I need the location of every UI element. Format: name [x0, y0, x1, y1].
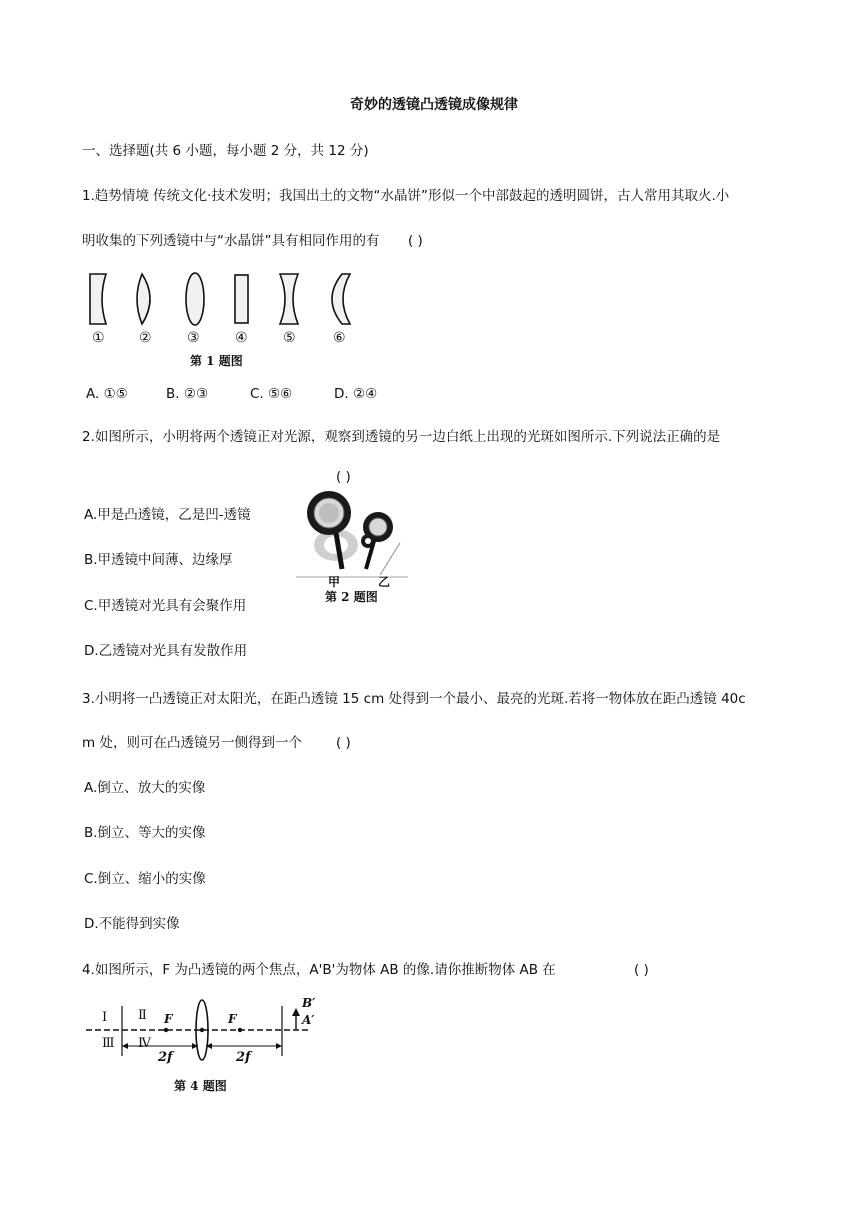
q1-answer-paren: ( )	[408, 233, 423, 249]
q2-stem-line1: 2.如图所示，小明将两个透镜正对光源，观察到透镜的另一边白纸上出现的光斑如图所示.下列说法正确的是	[82, 429, 721, 445]
image-b-label: B′	[302, 996, 316, 1010]
q2-option-b: B.甲透镜中间薄、边缘厚	[84, 552, 233, 568]
page-title: 奇妙的透镜凸透镜成像规律	[350, 97, 518, 113]
region-3-label: Ⅲ	[102, 1036, 115, 1051]
q3-stem-line2: m 处，则可在凸透镜另一侧得到一个	[82, 735, 302, 751]
q2-answer-paren: ( )	[336, 469, 351, 485]
q1-stem-line1: 1.趋势情境 传统文化·技术发明；我国出土的文物“水晶饼”形似一个中部鼓起的透明圆饼，古人常用其取火.小	[82, 188, 730, 204]
lens-label-5: ⑤	[283, 330, 296, 346]
q4-figure-caption: 第 4 题图	[174, 1079, 227, 1093]
focus-left-label: F	[164, 1012, 173, 1026]
q3-answer-paren: ( )	[336, 735, 351, 751]
q1-stem-line2: 明收集的下列透镜中与“水晶饼”具有相同作用的有	[82, 233, 380, 249]
q1-lens-figure	[80, 270, 370, 330]
lens-3-biconvex	[186, 273, 204, 325]
q2-option-c: C.甲透镜对光具有会聚作用	[84, 598, 247, 614]
q2-figure-caption: 第 2 题图	[325, 590, 378, 604]
q3-option-a: A.倒立、放大的实像	[84, 780, 206, 796]
q2-lens-photo	[296, 485, 408, 585]
q1-option-b: B. ②③	[166, 386, 209, 402]
q1-figure-caption: 第 1 题图	[190, 354, 243, 368]
region-2-label: Ⅱ	[138, 1008, 147, 1023]
q3-option-d: D.不能得到实像	[84, 916, 180, 932]
lens-1-plano-concave	[90, 274, 106, 324]
lens-label-3: ③	[187, 330, 200, 346]
q3-option-c: C.倒立、缩小的实像	[84, 871, 206, 887]
image-a-label: A′	[302, 1013, 315, 1027]
lens-label-6: ⑥	[333, 330, 346, 346]
section-heading: 一、选择题(共 6 小题，每小题 2 分，共 12 分)	[82, 143, 369, 159]
focus-right-label: F	[228, 1012, 237, 1026]
lens-6-meniscus-concave	[332, 274, 350, 324]
lens-label-4: ④	[235, 330, 248, 346]
region-1-label: Ⅰ	[102, 1010, 108, 1025]
two-f-right-label: 2f	[236, 1050, 251, 1065]
q4-answer-paren: ( )	[634, 962, 649, 978]
q2-option-d: D.乙透镜对光具有发散作用	[84, 643, 248, 659]
region-4-label: Ⅳ	[138, 1036, 151, 1051]
q2-label-yi: 乙	[378, 575, 391, 589]
lens-5-biconcave	[280, 274, 298, 324]
q3-option-b: B.倒立、等大的实像	[84, 825, 206, 841]
q1-option-a: A. ①⑤	[86, 386, 128, 402]
lens-label-2: ②	[139, 330, 152, 346]
q1-option-d: D. ②④	[334, 386, 378, 402]
q2-option-a: A.甲是凸透镜，乙是凹-透镜	[84, 507, 251, 523]
q4-stem-line1: 4.如图所示，F 为凸透镜的两个焦点，A'B'为物体 AB 的像.请你推断物体 AB 在	[82, 962, 556, 978]
lens-4-flat	[235, 275, 248, 323]
two-f-left-label: 2f	[158, 1050, 173, 1065]
q2-label-jia: 甲	[328, 575, 341, 589]
lens-2-meniscus-convex	[137, 274, 150, 324]
q1-option-c: C. ⑤⑥	[250, 386, 293, 402]
q4-optics-diagram	[86, 996, 326, 1072]
q3-stem-line1: 3.小明将一凸透镜正对太阳光，在距凸透镜 15 cm 处得到一个最小、最亮的光斑.若将一物体放在距凸透镜 40c	[82, 691, 746, 707]
lens-label-1: ①	[92, 330, 105, 346]
